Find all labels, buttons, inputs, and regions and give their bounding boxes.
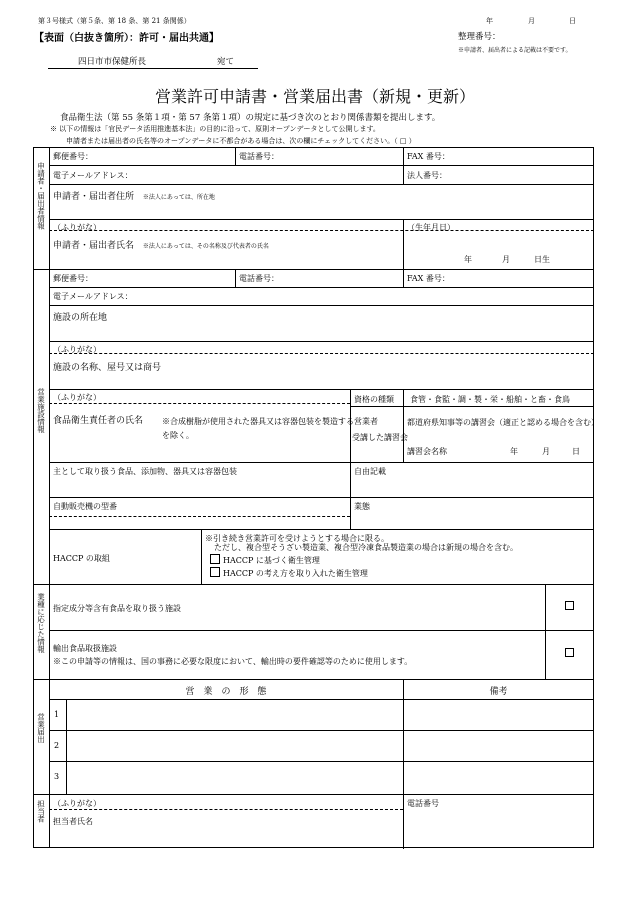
designated-ingredients-row: 指定成分等含有食品を取り扱う施設 <box>53 604 181 613</box>
header-date-day: 日 <box>569 17 576 25</box>
vending-model[interactable]: 自動販売機の型番 <box>53 502 117 511</box>
section-notification-label: 営業届出 <box>36 713 46 743</box>
section-applicant-label: 申請者・届出者情報 <box>36 162 46 230</box>
qualification-type-label: 資格の種類 <box>354 395 394 404</box>
export-facility-note: ※この申請等の情報は、国の事務に必要な限度において、輸出時の要件確認等のために使用します。 <box>53 657 413 666</box>
ref-number-label: 整理番号： <box>458 32 501 42</box>
facility-email[interactable]: 電子メールアドレス： <box>53 292 133 301</box>
designated-ingredients-checkbox[interactable] <box>565 601 574 610</box>
applicant-postal[interactable]: 郵便番号： <box>53 152 93 161</box>
qualification-options[interactable]: 食管・食監・調・製・栄・船舶・と畜・食鳥 <box>410 395 570 404</box>
applicant-address[interactable]: 申請者・届出者住所 ※法人にあっては、所在地 <box>53 192 215 202</box>
applicant-corp-no[interactable]: 法人番号： <box>407 171 447 180</box>
haccp-option-1[interactable]: HACCP に基づく衛生管理 <box>210 554 320 566</box>
haccp-note-2: ただし、複合型そうざい製造業、複合型冷凍食品製造業の場合は新規の場合を含む。 <box>214 543 518 552</box>
header-date-year: 年 <box>486 17 493 25</box>
course-description: 都道府県知事等の講習会（適正と認める場合を含む） <box>407 418 599 427</box>
facility-name[interactable]: 施設の名称、屋号又は商号 <box>53 363 162 373</box>
section-business-label: 業種に応じた情報 <box>36 593 46 653</box>
manager-note-2: を除く。 <box>162 431 194 440</box>
page-title: 営業許可申請書・営業届出書（新規・更新） <box>154 87 475 106</box>
business-type-label[interactable]: 業態 <box>354 502 370 511</box>
main-items[interactable]: 主として取り扱う食品、添加物、器具又は容器包装 <box>53 467 237 476</box>
addressee-suffix: 宛て <box>217 57 235 67</box>
notification-row-number: 2 <box>54 741 60 750</box>
header-date-month: 月 <box>528 17 535 25</box>
course-month: 月 <box>542 447 550 456</box>
section-contact-label: 担当者 <box>36 800 46 823</box>
facility-phone[interactable]: 電話番号： <box>239 274 279 283</box>
facility-furigana: （ふりがな） <box>53 345 101 354</box>
application-form <box>33 147 599 848</box>
applicant-birth-label: （生年月日） <box>407 223 455 232</box>
course-year: 年 <box>510 447 518 456</box>
facility-location[interactable]: 施設の所在地 <box>53 313 108 323</box>
haccp-label: HACCP の取組 <box>53 554 110 563</box>
applicant-furigana: （ふりがな） <box>53 223 101 232</box>
facility-fax[interactable]: FAX 番号： <box>407 274 450 283</box>
birth-day: 日生 <box>534 255 550 264</box>
manager-furigana: （ふりがな） <box>53 393 101 402</box>
addressee-underline <box>48 68 258 69</box>
birth-month: 月 <box>502 255 510 264</box>
course-day: 日 <box>572 447 580 456</box>
applicant-phone[interactable]: 電話番号： <box>239 152 279 161</box>
applicant-name[interactable]: 申請者・届出者氏名 ※法人にあっては、その名称及び代表者の氏名 <box>53 241 269 251</box>
applicant-email[interactable]: 電子メールアドレス： <box>53 171 133 180</box>
open-data-optout: 申請者または届出者の氏名等のオープンデータに不都合がある場合は、次の欄にチェックしてください。（ □ ） <box>66 137 416 145</box>
section-facility-label: 営業施設情報 <box>36 388 46 433</box>
birth-year: 年 <box>464 255 472 264</box>
open-data-note: ※ 以下の情報は「官民データ活用推進基本法」の目的に沿って、原則オープンデータとして公開します。 <box>50 125 380 133</box>
checkbox-icon[interactable] <box>210 567 220 577</box>
manager-name[interactable]: 食品衛生責任者の氏名 <box>53 416 144 426</box>
export-facility-row: 輸出食品取扱施設 <box>53 644 117 653</box>
export-facility-checkbox[interactable] <box>565 648 574 657</box>
checkbox-icon[interactable] <box>210 554 220 564</box>
manager-note-1: ※合成樹脂が使用された器具又は容器包装を製造する営業者 <box>162 417 378 426</box>
intro-statement: 食品衛生法（第 55 条第１項・第 57 条第１項）の規定に基づき次のとおり関係書類を提出します。 <box>60 113 441 123</box>
remarks-header: 備考 <box>489 687 508 697</box>
ref-note: ※申請者、届出者による記載は不要です。 <box>458 47 572 54</box>
business-form-header: 営 業 の 形 態 <box>185 687 267 697</box>
course-name-label[interactable]: 講習会名称 <box>407 447 447 456</box>
applicant-fax[interactable]: FAX 番号： <box>407 152 450 161</box>
notification-row-number: 3 <box>54 772 60 781</box>
form-number: 第３号様式（第５条、第 18 条、第 21 条関係） <box>38 17 191 25</box>
haccp-option-2[interactable]: HACCP の考え方を取り入れた衛生管理 <box>210 567 368 579</box>
haccp-note-1: ※引き続き営業許可を受けようとする場合に限る。 <box>205 534 389 543</box>
free-text-label[interactable]: 自由記載 <box>354 467 386 476</box>
course-label: 受講した講習会 <box>352 433 408 442</box>
contact-phone[interactable]: 電話番号 <box>407 799 439 808</box>
notification-row-number: 1 <box>54 710 60 719</box>
contact-name[interactable]: 担当者氏名 <box>53 817 93 826</box>
face-label: 【表面（白抜き箇所）：許可・届出共通】 <box>34 33 219 44</box>
facility-postal[interactable]: 郵便番号： <box>53 274 93 283</box>
addressee: 四日市市保健所長 <box>78 57 147 67</box>
contact-furigana: （ふりがな） <box>53 799 101 808</box>
